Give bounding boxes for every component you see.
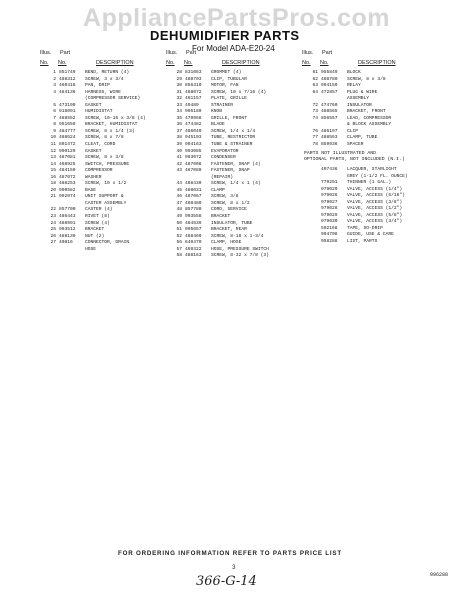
illus-number: 43	[176, 168, 182, 174]
illus-number: 31	[176, 89, 182, 95]
part-description: VALVE, ACCESS (1/4")	[347, 186, 403, 192]
header-part-no: No.	[58, 60, 67, 66]
part-number: 994708	[321, 232, 338, 238]
model-line: For Model ADA-E20-24	[192, 44, 275, 53]
part-description: NUT (2)	[85, 233, 105, 239]
header-description: DESCRIPTION	[358, 60, 396, 66]
header-part-no: No.	[184, 60, 193, 66]
part-number: 502168	[321, 225, 338, 231]
illus-number: 15	[50, 168, 56, 174]
part-number: 993512	[59, 227, 76, 233]
illus-number: 28	[176, 70, 182, 75]
part-description: BLOCK	[347, 70, 361, 75]
part-number: 407436	[321, 166, 338, 172]
part-description: PLATE, GRILLE	[211, 96, 247, 102]
part-description: COMPRESSOR	[85, 168, 113, 174]
part-number: 992074	[59, 194, 76, 200]
part-number: 40816	[59, 240, 73, 246]
part-description: CLIP	[347, 128, 359, 134]
illus-number: 14	[50, 161, 56, 167]
illus-number: 35	[176, 115, 182, 121]
part-number: 990129	[59, 148, 76, 154]
part-description: BRACKET, HUMIDISTAT	[85, 122, 138, 128]
part-number: 474482	[185, 122, 202, 128]
document-code: 996288	[430, 572, 449, 578]
part-number: 488430	[185, 181, 202, 187]
part-description: CLAMP, HOSE	[211, 240, 242, 246]
header-description: DESCRIPTION	[96, 60, 134, 66]
page-title: DEHUMIDIFIER PARTS	[150, 28, 300, 43]
part-number: 979029	[321, 212, 338, 218]
part-description: HARNESS, WIRE	[85, 89, 121, 95]
part-number: 857780	[185, 207, 202, 213]
illus-number: 74	[312, 115, 318, 121]
illus-number: 63	[312, 83, 318, 89]
illus-number: 2	[53, 76, 56, 82]
part-number: 488469	[185, 233, 202, 239]
part-number: 993072	[185, 155, 202, 161]
header-part: Part	[322, 50, 333, 56]
column-header	[166, 50, 300, 70]
handwritten-note: 366-G-14	[196, 574, 257, 589]
illus-number: 76	[312, 128, 318, 134]
illus-number: 47	[176, 200, 182, 206]
column-header	[302, 50, 432, 70]
part-number: 488163	[185, 253, 202, 259]
part-description: BRACKET	[85, 227, 105, 233]
part-description: SCREW (4)	[85, 220, 110, 226]
illus-number: 26	[50, 233, 56, 239]
part-number: 856310	[185, 83, 202, 89]
illus-number: 8	[53, 122, 56, 128]
part-description: VALVE, ACCESS (3/4")	[347, 219, 403, 225]
part-description: SCREW, 8 x 7/8	[85, 135, 124, 141]
illus-number: 78	[312, 142, 318, 148]
part-description: SCREW, 10 x 7/16 (4)	[211, 89, 267, 95]
illus-number: 36	[176, 122, 182, 128]
illus-number: 13	[50, 155, 56, 161]
part-number: 831083	[185, 70, 202, 75]
part-description: (REPAIR)	[211, 174, 234, 180]
part-description: SCREW, 8 x 1/2	[211, 200, 250, 206]
not-illustrated-note	[304, 151, 432, 163]
header-no: No.	[40, 60, 49, 66]
illus-number: 52	[176, 233, 182, 239]
part-description: SCREW, 10 x 1/2	[85, 181, 127, 187]
part-description: TUBE, RESTRICTOR	[211, 135, 256, 141]
part-description: SCREW, 8 x 3/8	[85, 155, 124, 161]
illus-number: 16	[50, 174, 56, 180]
illus-number: 61	[312, 70, 318, 75]
part-description: BRACKET	[211, 214, 231, 220]
part-description: SCREW, 3/8	[211, 194, 239, 200]
part-number: 995657	[185, 227, 202, 233]
part-description: CLEAT, CORD	[85, 142, 116, 148]
part-description: VALVE, ACCESS (3/8")	[347, 199, 403, 205]
part-description: STRAINER	[211, 102, 234, 108]
illus-number: 22	[50, 207, 56, 213]
illus-number: 40	[176, 148, 182, 154]
part-number: 486197	[321, 128, 338, 134]
part-description: CLIP, TUBULAR	[211, 76, 247, 82]
part-description: SCREW, 3 x 3/4	[85, 76, 124, 82]
part-number: 859936	[321, 142, 338, 148]
part-description: BASE	[85, 187, 97, 193]
part-description: GUIDE, USE & CARE	[347, 232, 394, 238]
part-description: PLUG & WIRE	[347, 89, 378, 95]
part-description: GASKET	[85, 102, 102, 108]
part-description: CLAMP	[211, 187, 225, 193]
illus-number: 11	[50, 142, 56, 148]
part-number: 488563	[321, 135, 338, 141]
illus-number: 20	[50, 187, 56, 193]
part-number: 979029	[321, 186, 338, 192]
part-number: 990582	[59, 187, 76, 193]
part-number: 994163	[185, 142, 202, 148]
note-line: PARTS NOT ILLUSTRATED AND	[304, 150, 376, 156]
part-number: 979028	[321, 206, 338, 212]
illus-number: 48	[176, 207, 182, 213]
part-number: 801472	[59, 142, 76, 148]
part-number: 469322	[185, 246, 202, 252]
part-number: 488312	[59, 76, 76, 82]
part-number: 779251	[321, 180, 338, 186]
parts-column-2	[166, 50, 300, 260]
part-number: 488703	[185, 76, 202, 82]
header-no: No.	[166, 60, 175, 66]
illus-number: 29	[176, 76, 182, 82]
illus-number: 64	[312, 89, 318, 95]
part-number: 460416	[59, 83, 76, 89]
part-number: 488253	[59, 181, 76, 187]
illus-number: 41	[176, 155, 182, 161]
part-number: 472857	[321, 89, 338, 95]
part-description: INSULATOR, TUBE	[211, 220, 253, 226]
part-description: MOTOR, FAN	[211, 83, 239, 89]
part-row	[302, 142, 432, 149]
part-description: EVAPORATOR	[211, 148, 239, 154]
part-number: 993085	[185, 148, 202, 154]
part-description: BEND, RETURN (4)	[85, 70, 130, 75]
part-description: BRACKET, FRONT	[347, 109, 386, 115]
part-number: 918091	[59, 109, 76, 115]
part-description: LACQUER, STARLIGHT	[347, 166, 397, 172]
part-description: VALVE, ACCESS (5/16")	[347, 193, 405, 199]
part-number: 486040	[185, 128, 202, 134]
part-description: SCREW, 1/4 x 1/4	[211, 128, 256, 134]
part-description: KNOB	[211, 109, 223, 115]
part-description: HUMIDISTAT	[85, 109, 113, 115]
part-description: CLAMP, TUBE	[347, 135, 378, 141]
part-number: 487072	[59, 174, 76, 180]
part-number: 951659	[59, 122, 76, 128]
part-number: 979030	[321, 219, 338, 225]
part-number: 851749	[59, 70, 76, 75]
part-description: WASHER	[85, 174, 102, 180]
illus-number: 33	[176, 102, 182, 108]
illus-number: 32	[176, 96, 182, 102]
part-description: THINNER (1 GAL.)	[347, 180, 392, 186]
illus-number: 37	[176, 128, 182, 134]
part-number: 474760	[321, 102, 338, 108]
part-number	[59, 247, 85, 254]
part-description: ASSEMBLY	[347, 96, 370, 102]
part-description: GRILLE, FRONT	[211, 115, 247, 121]
part-description: CONNECTOR, DRAIN	[85, 240, 130, 246]
part-number: 467089	[185, 168, 202, 174]
part-number: 461157	[185, 96, 202, 102]
illus-number: 12	[50, 148, 56, 154]
part-description: (COMPRESSOR SERVICE)	[85, 96, 141, 102]
part-description: PAN, DRIP	[85, 83, 110, 89]
illus-number: 1	[53, 70, 56, 75]
part-description: GREY (1-1/2 FL. OUNCE)	[347, 173, 408, 179]
header-illus: Illus.	[166, 50, 178, 56]
illus-number: 42	[176, 161, 182, 167]
part-number: 979027	[321, 199, 338, 205]
page-number: 3	[232, 564, 236, 571]
part-description: HOSE, PRESSURE SWITCH	[211, 246, 269, 252]
illus-number: 10	[50, 135, 56, 141]
part-description: CASTER (4)	[85, 207, 113, 213]
part-number: 993558	[185, 214, 202, 220]
note-line: OPTIONAL PARTS, NOT INCLUDED (N.I.)	[304, 156, 405, 162]
part-number: 856557	[321, 115, 338, 121]
part-description: BRACKET, REAR	[211, 227, 247, 233]
part-number: 484136	[59, 89, 76, 95]
watermark: AppliancePartsPros.com	[83, 4, 390, 32]
part-number: 488480	[185, 200, 202, 206]
illus-number: 56	[176, 240, 182, 246]
illus-number: 44	[176, 181, 182, 187]
part-number: 484150	[59, 168, 76, 174]
part-number: 488624	[59, 135, 76, 141]
illus-number: 39	[176, 142, 182, 148]
header-no: No.	[302, 60, 311, 66]
illus-number: 57	[176, 246, 182, 252]
illus-number: 24	[50, 220, 56, 226]
part-number: 994159	[321, 83, 338, 89]
part-row	[40, 247, 158, 254]
illus-number: 27	[50, 240, 56, 246]
illus-number: 62	[312, 76, 318, 82]
part-number: 945103	[185, 135, 202, 141]
illus-number: 73	[312, 109, 318, 115]
illus-number: 46	[176, 194, 182, 200]
part-description: BLADE	[211, 122, 225, 128]
part-description: CONDENSER	[211, 155, 236, 161]
part-number: 488130	[59, 233, 76, 239]
illus-number: 72	[312, 102, 318, 108]
illus-number: 6	[53, 109, 56, 115]
illus-number: 4	[53, 89, 56, 95]
part-number: 488072	[185, 89, 202, 95]
illus-number: 3	[53, 83, 56, 89]
column-header	[40, 50, 158, 70]
part-number: 488565	[321, 109, 338, 115]
part-description: FASTENER, SNAP (4)	[211, 161, 261, 167]
part-number: 484777	[59, 128, 76, 134]
illus-number: 21	[50, 194, 56, 200]
part-description: SCREW, 8-18 x 1-3/4	[211, 233, 264, 239]
illus-number: 38	[176, 135, 182, 141]
part-number: 640470	[185, 240, 202, 246]
part-number: 979026	[321, 193, 338, 199]
part-description: SCREW, 8 x 3/8	[347, 76, 386, 82]
part-number: 470958	[185, 115, 202, 121]
ordering-footer: FOR ORDERING INFORMATION REFER TO PARTS PRICE LIST	[118, 550, 342, 557]
part-description: SWITCH, PRESSURE	[85, 161, 130, 167]
illus-number: 45	[176, 187, 182, 193]
illus-number: 49	[176, 214, 182, 220]
part-number: 488552	[59, 115, 76, 121]
parts-column-3	[302, 50, 432, 246]
part-number: 473190	[59, 102, 76, 108]
part-description: LEAD, COMPRESSOR	[347, 115, 392, 121]
part-description: SCREW, 8 x 1/4 (3)	[85, 128, 135, 134]
part-description: UNIT SUPPORT &	[85, 194, 124, 200]
part-number: 857700	[59, 207, 76, 213]
part-description: RELAY	[347, 83, 361, 89]
illus-number: 18	[50, 181, 56, 187]
part-description: LIST, PARTS	[347, 238, 378, 244]
illus-number: 77	[312, 135, 318, 141]
part-description: VALVE, ACCESS (1/2")	[347, 206, 403, 212]
part-number: 484539	[185, 220, 202, 226]
header-illus: Illus.	[40, 50, 52, 56]
part-description: SPACER	[347, 142, 364, 148]
header-illus: Illus.	[302, 50, 314, 56]
part-number: 487008	[185, 161, 202, 167]
part-description: CORD, SERVICE	[211, 207, 247, 213]
part-description: & BLOCK ASSEMBLY	[347, 122, 392, 128]
part-description: VALVE, ACCESS (5/8")	[347, 212, 403, 218]
part-number: 955849	[321, 70, 338, 75]
part-description: SCREW, 1/4 x 1 (4)	[211, 181, 261, 187]
part-number: 488031	[185, 187, 202, 193]
illus-number	[40, 247, 59, 254]
header-part-no: No.	[320, 60, 329, 66]
illus-number: 9	[53, 128, 56, 134]
part-row	[302, 239, 432, 246]
illus-number: 50	[176, 220, 182, 226]
illus-number: 58	[176, 253, 182, 259]
part-number: 995180	[185, 109, 202, 115]
part-number: 468925	[59, 161, 76, 167]
part-description: TUBE & STRAINER	[211, 142, 253, 148]
illus-number: 51	[176, 227, 182, 233]
illus-number	[302, 239, 321, 246]
part-number: 488780	[321, 76, 338, 82]
part-number: 487067	[185, 194, 202, 200]
part-description: FASTENER, SNAP	[211, 168, 250, 174]
part-description: RIVET (8)	[85, 214, 110, 220]
part-description: CASTER ASSEMBLY	[85, 200, 127, 206]
header-part: Part	[60, 50, 71, 56]
part-description: GASKET	[85, 148, 102, 154]
part-description: TAPE, SO-DRIP	[347, 225, 383, 231]
header-description: DESCRIPTION	[222, 60, 260, 66]
parts-column-1	[40, 50, 158, 253]
part-number: 487081	[59, 155, 76, 161]
part-description: INSULATOR	[347, 102, 372, 108]
part-description: HOSE	[85, 246, 97, 252]
illus-number: 25	[50, 227, 56, 233]
part-description: SCREW, 10-16 x 3/8 (4)	[85, 115, 146, 121]
illus-number: 7	[53, 115, 56, 121]
part-description: GROMMET (4)	[211, 70, 242, 75]
part-number: 486443	[59, 214, 76, 220]
illus-number: 30	[176, 83, 182, 89]
illus-number: 34	[176, 109, 182, 115]
header-part: Part	[186, 50, 197, 56]
part-description: SCREW, 8-32 x 7/8 (3)	[211, 253, 269, 259]
part-number: 488991	[59, 220, 76, 226]
illus-number: 23	[50, 214, 56, 220]
illus-number: 5	[53, 102, 56, 108]
part-number: 49489	[185, 102, 199, 108]
part-number: 958288	[321, 238, 338, 244]
part-row	[166, 253, 300, 260]
